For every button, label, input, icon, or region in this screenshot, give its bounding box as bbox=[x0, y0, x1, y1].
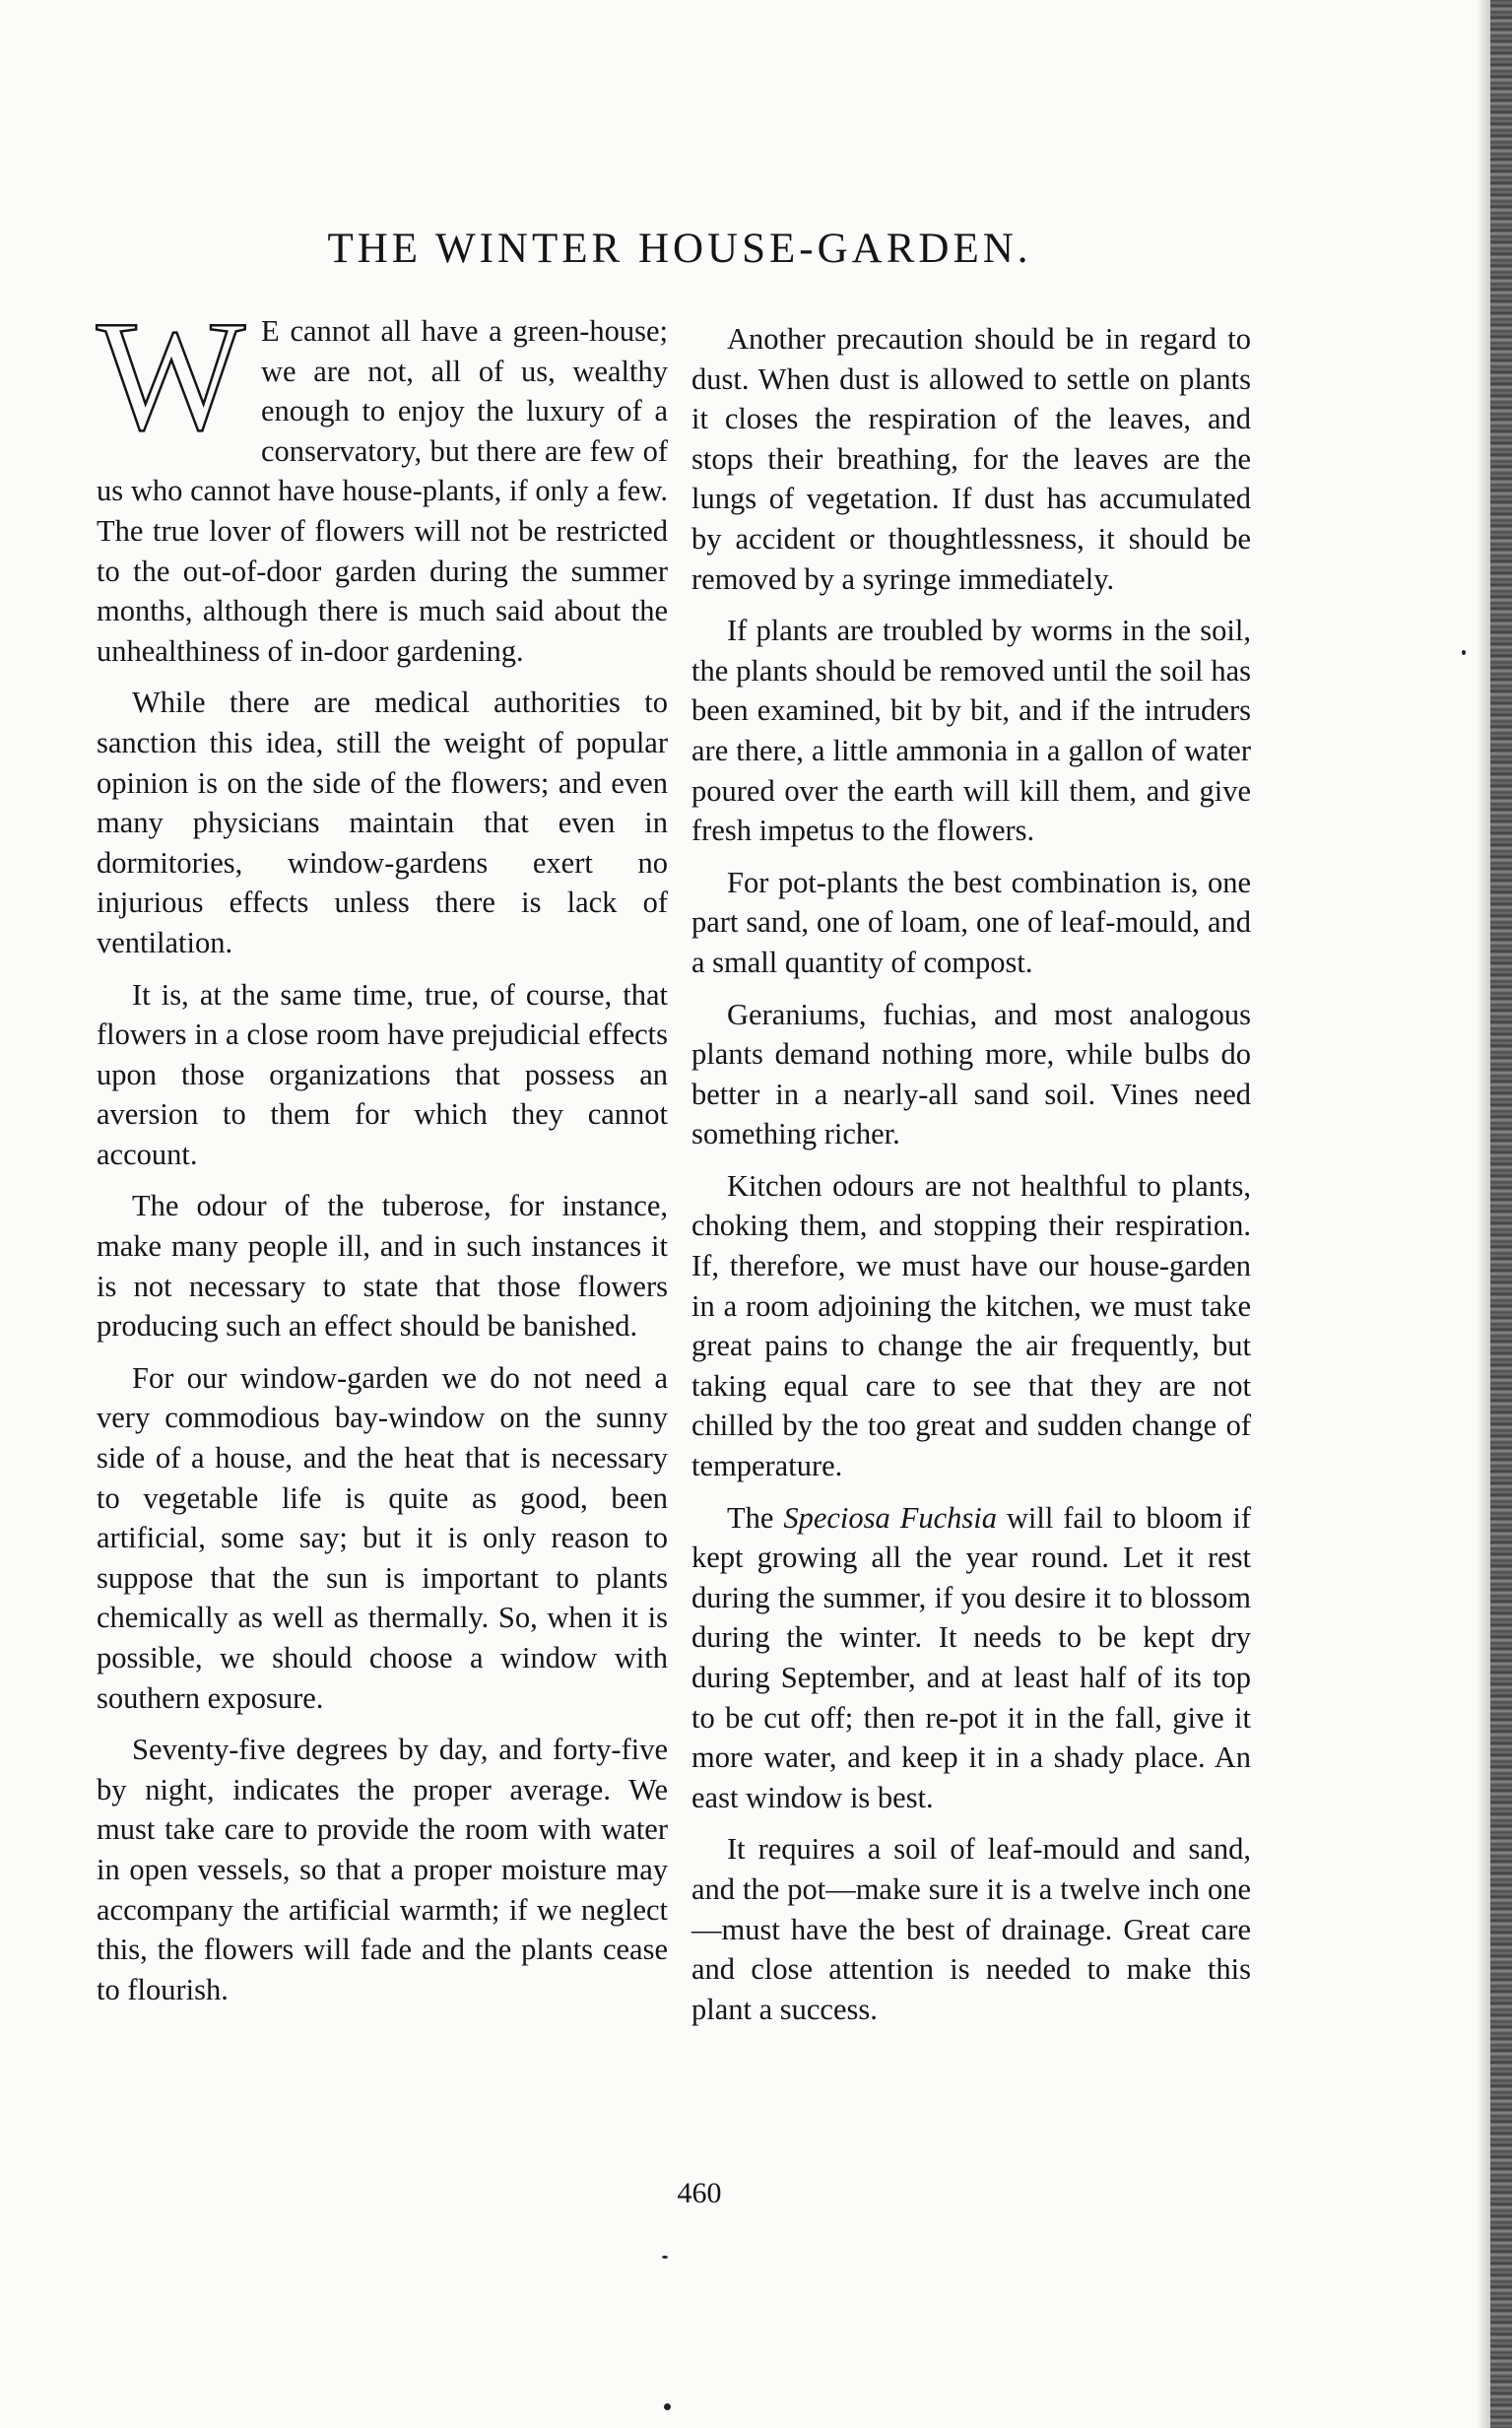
paragraph: The odour of the tuberose, for instance, make many people ill, and in such instances it is not necessary to state that those flowers producing such an effect should be banished. bbox=[97, 1189, 668, 1344]
article-title: THE WINTER HOUSE-GARDEN. bbox=[327, 226, 1032, 272]
page-number: 460 bbox=[677, 2177, 722, 2209]
fuchsia-text-after: will fail to bloom if kept growing all the year round. Let it rest during the summer, if you desire it to blossom during the winter. It needs to be kept dry during September, and at least half of its top to be cut off; then re-pot it in the fall, give it more water, and keep it in a shady place. An east window is best. bbox=[691, 1500, 1251, 1814]
paragraph: Another precaution should be in regard to dust. When dust is allowed to settle on plants it closes the respiration of the leaves, and stops their breathing, for the leaves are the lungs of vegetation. If dust has accumulated by accident or thoughtlessness, it should be removed by a syringe immediately. bbox=[691, 322, 1251, 596]
paragraph: If plants are troubled by worms in the soil, the plants should be removed until the soil has been examined, bit by bit, and if the intruders are there, a little ammonia in a gallon of water poured over the earth will kill them, and give fresh impetus to the flowers. bbox=[691, 614, 1251, 848]
ink-speck bbox=[1462, 650, 1466, 655]
closing-paragraph: It requires a soil of leaf-mould and sand, and the pot—make sure it is a twelve inch one—must have the best of drainage. Great care and close attention is needed to make this plant a success. bbox=[691, 1832, 1251, 2026]
fuchsia-paragraph bbox=[691, 1498, 1251, 1818]
scanned-page-edge bbox=[1490, 0, 1512, 2428]
drop-cap: W bbox=[97, 288, 246, 463]
right-column bbox=[691, 319, 1251, 2041]
opening-paragraph bbox=[97, 288, 668, 671]
paragraph: For our window-garden we do not need a very commodious bay-window on the sunny side of a house, and the heat that is necessary to vegetable life is quite as good, been artificial, some say; but it is only reason to suppose that the sun is important to plants chemically as well as thermally. So, when it is possible, we should choose a window with southern exposure. bbox=[97, 1360, 668, 1715]
paragraph: It is, at the same time, true, of course, that flowers in a close room have prejudicial effects upon those organizations that possess an aversion to them for which they cannot account. bbox=[97, 977, 668, 1171]
opening-text: cannot all have a green-house; we are not, all of us, wealthy enough to enjoy the luxury of a conservatory, but there are few of us who cannot have house-plants, if only a few. The true lover of flowers will not be restricted to the out-of-door garden during the summer months, although there is much said about the unhealthiness of in-door gardening. bbox=[97, 314, 668, 668]
paragraph: For pot-plants the best combination is, one part sand, one of loam, one of leaf-mould, and a small quantity of compost. bbox=[691, 865, 1251, 979]
ink-speck bbox=[664, 2403, 671, 2410]
paragraph: While there are medical authorities to sanction this idea, still the weight of popular opinion is on the side of the flowers; and even many physicians maintain that even in dormitories, window-gardens exert no injurious effects unless there is lack of ventilation. bbox=[97, 686, 668, 959]
paragraph: Seventy-five degrees by day, and forty-five by night, indicates the proper average. We must take care to provide the room with water in open vessels, so that a proper moisture may accompany the artificial warmth; if we neglect this, the flowers will fade and the plants cease to flourish. bbox=[97, 1733, 668, 2006]
paragraph: Kitchen odours are not healthful to plants, choking them, and stopping their respiration. If, therefore, we must have our house-garden in a room adjoining the kitchen, we must take great pains to change the air frequently, but taking equal care to see that they are not chilled by the too great and sudden change of temperature. bbox=[691, 1168, 1251, 1483]
opening-lead-letter: E bbox=[261, 314, 280, 348]
paragraph: Geraniums, fuchias, and most analogous plants demand nothing more, while bulbs do better in a nearly-all sand soil. Vines need something richer. bbox=[691, 997, 1251, 1151]
ink-speck bbox=[662, 2256, 668, 2259]
page-edge-shadow bbox=[1477, 0, 1490, 2428]
left-column bbox=[97, 288, 668, 2021]
fuchsia-italic-name: Speciosa Fuchsia bbox=[783, 1500, 997, 1535]
fuchsia-text-before: The bbox=[727, 1500, 784, 1535]
